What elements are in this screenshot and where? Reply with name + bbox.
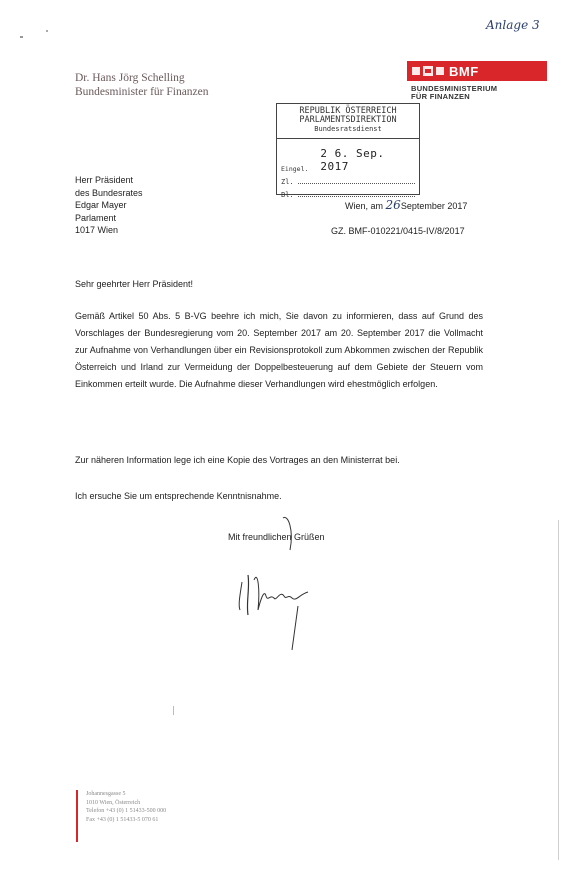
sender-name: Dr. Hans Jörg Schelling xyxy=(75,72,185,84)
date-day: 26 xyxy=(385,198,401,212)
logo-bar xyxy=(407,61,547,81)
footer-line: Johannesgasse 5 xyxy=(86,791,126,797)
footer-line: Telefon +43 (0) 1 51433-500 000 xyxy=(86,808,167,814)
body-paragraph-1: Gemäß Artikel 50 Abs. 5 B-VG beehre ich mich, Sie davon zu informieren, dass auf Grund des Vorschlages der Bundesregierung vom 20. September 2017 am 20. September 2017 die Vollmacht zur Aufnahme von Verhandlungen über ein Revisionsprotokoll zum Abkommen zwischen der Republik Österreich und Irland zur Vermeidung der Doppelbesteuerung auf dem Gebiete der Steuern vom Einkommen erteilt wurde. Die Aufnahme dieser Verhandlungen wird ehestmöglich erfolgen. xyxy=(75,311,483,389)
stamp-date: 2 6. Sep. 2017 xyxy=(320,147,385,173)
logo-line1: BUNDESMINISTERIUM xyxy=(411,84,498,93)
bmf-logo xyxy=(407,61,547,101)
letter-date xyxy=(345,199,467,213)
salutation: Sehr geehrter Herr Präsident! xyxy=(75,279,194,289)
recipient-line: 1017 Wien xyxy=(75,225,119,235)
sender-title: Bundesminister für Finanzen xyxy=(75,86,209,98)
stamp-eingel-label: Eingel. xyxy=(281,165,309,173)
recipient-line: Edgar Mayer xyxy=(75,200,127,210)
reference-number: GZ. BMF-010221/0415-IV/8/2017 xyxy=(331,226,465,236)
scan-mark xyxy=(173,706,174,715)
footer-address xyxy=(86,790,166,824)
handwritten-note: Anlage 3 xyxy=(486,18,540,32)
stamp-line1: REPUBLIK ÖSTERREICH xyxy=(299,106,397,116)
stamp-zl-row xyxy=(277,178,419,186)
scan-edge xyxy=(558,520,559,860)
recipient-line: Herr Präsident xyxy=(75,175,134,185)
sender-block xyxy=(75,71,209,99)
signature xyxy=(228,510,328,660)
date-prefix: Wien, am xyxy=(345,201,384,211)
stamp-line3: Bundesratsdienst xyxy=(314,125,382,133)
logo-line2: FÜR FINANZEN xyxy=(411,92,471,101)
footer-line: 1010 Wien, Österreich xyxy=(86,799,141,806)
footer-line: Fax +43 (0) 1 51433-5 070 61 xyxy=(86,816,159,823)
recipient-line: des Bundesrates xyxy=(75,187,143,198)
recipient-line: Parlament xyxy=(75,212,117,223)
scan-mark xyxy=(20,36,23,38)
recipient-address xyxy=(75,174,143,237)
logo-abbr: BMF xyxy=(449,63,479,79)
body-paragraph-3: Ich ersuche Sie um entsprechende Kenntnisnahme. xyxy=(75,491,282,501)
stamp-line2: PARLAMENTSDIREKTION xyxy=(299,115,397,125)
stamp-eingel-row xyxy=(277,147,419,173)
logo-subtitle xyxy=(407,85,547,101)
stamp-bl-label: Bl. xyxy=(281,191,294,199)
body-paragraph-2: Zur näheren Information lege ich eine Kopie des Vortrages an den Ministerrat bei. xyxy=(75,455,400,465)
stamp-zl-label: Zl. xyxy=(281,178,294,186)
date-rest: September 2017 xyxy=(400,201,468,211)
scan-mark xyxy=(46,30,48,32)
closing: Mit freundlichen Grüßen xyxy=(228,532,325,542)
footer-accent-bar xyxy=(76,790,78,842)
received-stamp xyxy=(276,103,420,199)
eagle-icon xyxy=(411,64,445,78)
